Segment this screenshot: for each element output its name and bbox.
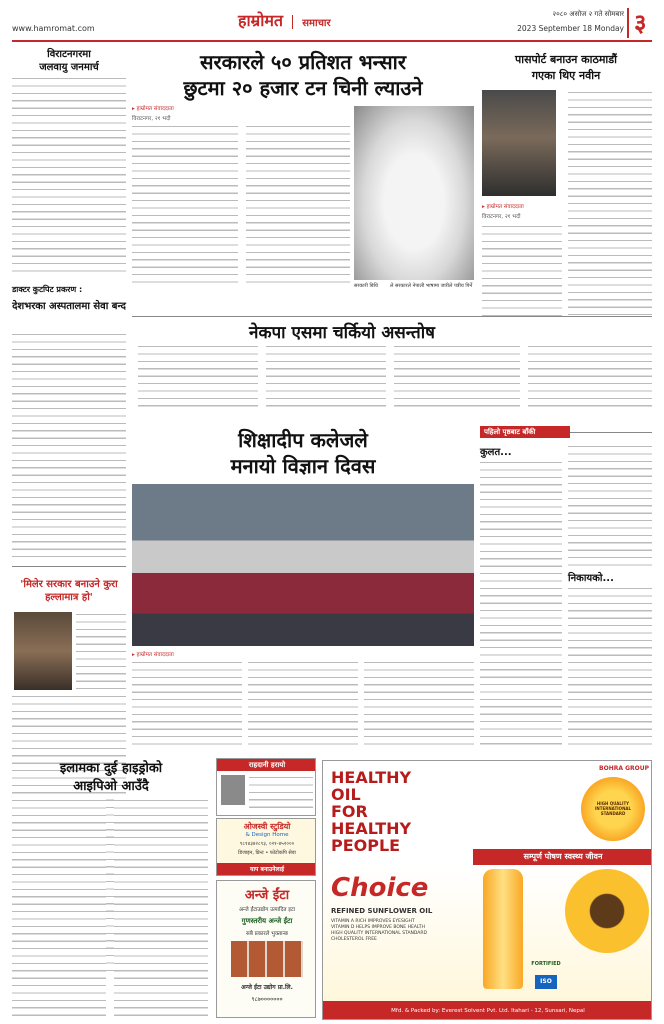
missing-passport-photo [221,775,245,805]
byline-icon: ▸ [482,204,487,210]
students-photo [132,484,474,646]
oil-fortified: FORTIFIED [531,961,561,967]
brick-line3: सबै प्रकारले भुक्तान्छ [246,931,288,937]
oil-desc-3: HIGH QUALITY INTERNATIONAL STANDARD [331,931,427,936]
missing-passport-ad [216,758,316,816]
science-headline-line1: शिक्षादीप कलेजले [238,428,368,452]
oil-tagline-5: PEOPLE [331,836,401,855]
section-label: समाचार [302,18,331,29]
hydro-body-col1 [12,798,106,1018]
brick-line2: गुणस्तरीय अन्जे ईंटा [241,917,293,925]
brick-brand: अन्जे ईंटा [244,888,290,903]
studio-name: ओजस्वी स्टुडियो [243,822,291,831]
oil-ad [322,760,652,1020]
nekapa-body-col1 [138,344,258,410]
story2-body [12,332,126,558]
oil-tagline-4: HEALTHY [331,819,412,838]
oil-iso-badge: ISO [535,975,557,989]
continued-section [480,420,652,750]
oil-desc-4: CHOLESTEROL FREE [331,937,377,942]
story1-kicker: विराटनगरमा [47,49,91,60]
right-headline-line1: पासपोर्ट बनाउन काठमाडौं [514,53,618,66]
oil-bottle [483,869,523,989]
right-body-col2 [568,90,652,316]
brick-phone: ९८७००००००० [251,996,283,1003]
oil-tagline [331,769,481,854]
hydro-headline-line2: आइपिओ आउँदै [73,779,149,794]
continued-body-col1 [480,460,562,750]
studio-sub: & Design Home [245,832,289,838]
oil-banner-text: सम्पूर्ण पोषण स्वस्थ्य जीवन [523,852,603,861]
science-byline [132,650,174,658]
lead-body-col1 [132,124,238,284]
lead-story [132,46,474,316]
nekapa-body-col2 [266,344,386,410]
right-byline-text: हाम्रोमत संवाददाता [486,204,524,210]
masthead-logo [238,9,331,31]
continued-section2-title: निकायको... [568,573,614,584]
science-body-col1 [132,660,242,748]
page-number: ३ [634,9,647,37]
oil-product: REFINED SUNFLOWER OIL [331,907,433,915]
science-body-col2 [248,660,358,748]
oil-footer-text: Mfd. & Packed by: Everest Solvent Pvt. Ltd. Itahari - 12, Sunsari, Nepal [391,1008,585,1014]
continued-body-col2 [568,444,652,568]
continued-body-col3 [568,586,652,750]
lead-byline [132,104,242,112]
sugar-photo [354,106,474,280]
nekapa-body-col4 [528,344,652,410]
science-body-col3 [364,660,474,748]
lead-headline-line1: सरकारले ५० प्रतिशत भन्सार [199,50,406,74]
oil-seal-text: HIGH QUALITY INTERNATIONAL STANDARD [594,801,632,816]
page-number-divider [627,8,629,38]
website-url[interactable]: www.hamromat.com [12,24,95,33]
story2-kicker: डाक्टर कुटपिट प्रकरण : [12,285,83,294]
brick-ad [216,880,316,1018]
brick-line1: अन्जे ईंटाउद्योग उत्पादित इटा [238,907,296,913]
hydro-story [12,758,210,1020]
hydro-headline-line1: इलामका दुई हाइड्रोको [59,761,163,776]
oil-brand: Choice [331,873,429,903]
studio-services: डिजाइन, प्रिन्ट • फोटोकपि सेवा [238,850,296,856]
story1-body [12,76,126,276]
oil-tagline-1: HEALTHY [331,768,412,787]
nekapa-headline: नेकपा एसमा चर्कियो असन्तोष [249,323,435,343]
logo-text: हाम्रोमत [238,11,284,30]
missing-passport-title: राहदानी हरायो [217,759,316,771]
left-column-divider [12,566,126,567]
sunflower-image [565,869,649,953]
nekapa-body-col3 [394,344,520,410]
lead-headline-line2: छुटमा २० हजार टन चिनी ल्याउने [183,76,423,100]
oil-banner [473,849,652,865]
sugar-photo-caption-left: सरकारी बिधि [354,283,379,289]
brick-owner: अन्जे ईंटा उद्योग प्रा.लि. [241,984,293,991]
right-dateline: विराटनगर, २१ भदौ [482,214,521,220]
studio-ad [216,818,316,876]
missing-passport-text [249,775,313,813]
nabin-photo [482,90,556,196]
studio-footer: याप बनाउनेलाई [217,863,316,876]
nekapa-top-rule [132,316,652,317]
brick-image [231,941,303,977]
nekapa-story [132,316,652,416]
masthead-rule [12,40,652,42]
right-headline-line2: गएका थिए नवीन [531,69,601,82]
continued-label: पहिलो पृष्ठबाट बाँकी [480,426,570,438]
politician-photo [14,612,72,690]
oil-footer [323,1001,652,1020]
oil-desc-1: VITAMIN A RICH IMPROVES EYESIGHT [331,919,415,924]
date-nepali: २०८० असोज २ गते सोमबार [552,10,624,18]
continued-section1-title: कुलत... [480,447,512,458]
section-divider [292,15,293,29]
left-column [12,46,126,576]
oil-desc-2: VITAMIN D HELPS IMPROVE BONE HEALTH [331,925,425,930]
science-byline-text: हाम्रोमत संवाददाता [136,652,174,658]
oil-tagline-2: OIL [331,785,361,804]
bohra-logo: BOHRA GROUP [599,765,649,772]
science-story [132,420,474,750]
byline-icon: ▸ [132,652,137,658]
lead-byline-text: हाम्रोमत संवाददाता [136,106,174,112]
right-byline [482,202,524,210]
sugar-photo-caption-right: ले सरकारले नेपाली भाषामा जारीले पत्रीय पिर्ने [390,283,473,289]
lead-body-col2 [246,124,350,284]
date-english: 2023 September 18 Monday [517,24,624,33]
quote-side-text [76,612,126,690]
masthead [0,0,664,52]
oil-desc [331,919,481,943]
science-headline-line2: मनायो विज्ञान दिवस [230,454,376,478]
story2-title: देशभरका अस्पतालमा सेवा बन्द [12,301,126,312]
quote-title: 'मिलेर सरकार बनाउने कुरा हल्लामात्र हो' [20,579,118,603]
oil-tagline-3: FOR [331,802,368,821]
byline-icon: ▸ [132,106,137,112]
right-body-col1 [482,224,562,316]
studio-phone: ९८१४३४२८९३, ०२१-४५२००० [239,841,295,847]
lead-dateline: विराटनगर, २१ भदौ [132,116,171,122]
hydro-body-col2 [114,798,208,1018]
right-story [480,46,652,316]
story1-title: जलवायु जनमार्च [39,62,99,73]
continued-rule [570,432,652,433]
